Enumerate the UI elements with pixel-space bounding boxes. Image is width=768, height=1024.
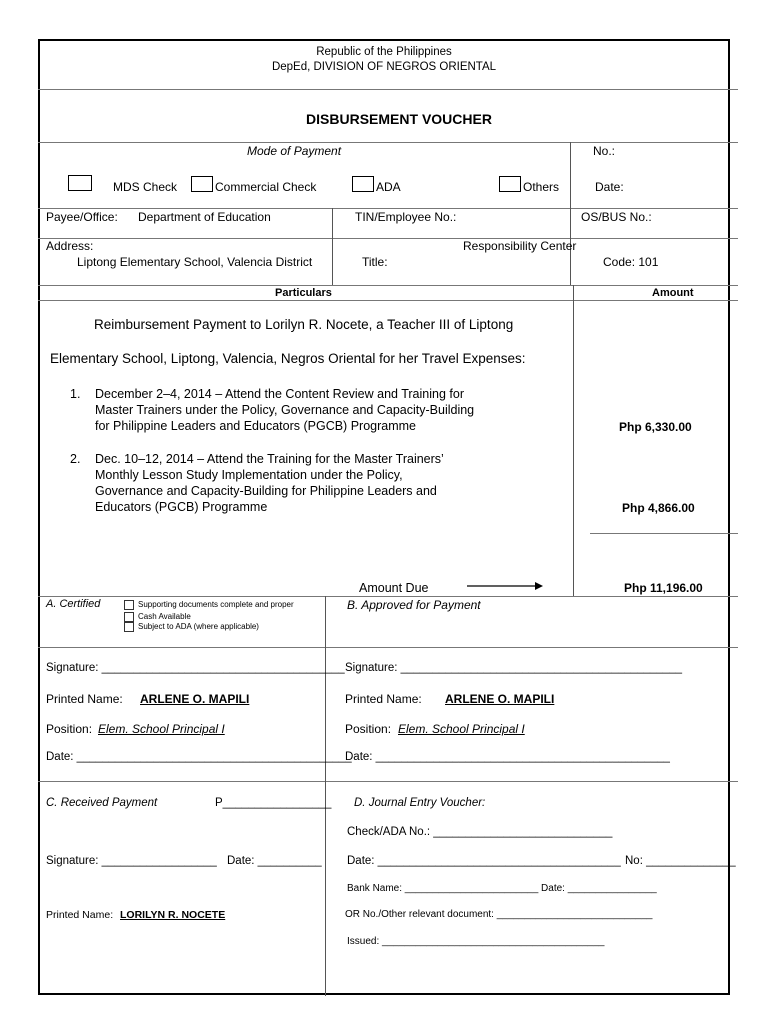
journal-entry-label: D. Journal Entry Voucher: [354, 797, 486, 809]
particulars-intro-line1: Reimbursement Payment to Lorilyn R. Nocete, a Teacher III of Liptong [94, 317, 514, 332]
certified-date-line: Date: ___________________________________________ [46, 751, 352, 763]
amount-due-value: Php 11,196.00 [624, 581, 703, 595]
approved-position-label: Position: [345, 722, 392, 736]
payee-label: Payee/Office: [46, 210, 118, 224]
approved-position: Elem. School Principal I [398, 722, 525, 736]
column-divider [573, 285, 574, 596]
item-amount: Php 6,330.00 [619, 420, 692, 434]
certified-label: A. Certified [46, 598, 101, 610]
supporting-docs-checkbox[interactable] [124, 600, 134, 610]
divider [38, 300, 738, 301]
approved-printed-name: ARLENE O. MAPILI [445, 692, 555, 706]
mode-of-payment-label: Mode of Payment [247, 144, 342, 158]
received-printed-name: LORILYN R. NOCETE [120, 909, 226, 921]
amount-divider [590, 533, 738, 534]
amount-due-label: Amount Due [359, 581, 429, 595]
item-line: December 2–4, 2014 – Attend the Content Review and Training for [95, 387, 464, 401]
item-line: Monthly Lesson Study Implementation under the Policy, [95, 468, 403, 482]
column-divider [325, 596, 326, 996]
amount-header: Amount [652, 287, 694, 299]
others-checkbox[interactable] [499, 176, 521, 192]
check-ada-number-line: Check/ADA No.: ____________________________ [347, 826, 613, 838]
received-printed-name-label: Printed Name: [46, 909, 114, 921]
arrow-right-icon [467, 580, 543, 592]
divider [38, 647, 738, 648]
item-line: Master Trainers under the Policy, Governance and Capacity-Building [95, 403, 475, 417]
column-divider [570, 142, 571, 285]
approved-printed-name-label: Printed Name: [345, 692, 422, 706]
divider [38, 238, 738, 239]
mds-check-checkbox[interactable] [68, 175, 92, 191]
supporting-docs-label: Supporting documents complete and proper [138, 600, 294, 609]
header-line1: Republic of the Philippines [316, 46, 452, 58]
title-label: Title: [362, 255, 388, 269]
cash-available-checkbox[interactable] [124, 612, 134, 622]
certified-position-label: Position: [46, 722, 93, 736]
divider [38, 781, 738, 782]
issued-line: Issued: ________________________________________ [347, 936, 605, 947]
divider [38, 285, 738, 286]
divider [38, 142, 738, 143]
cash-available-label: Cash Available [138, 612, 191, 621]
subject-to-ada-label: Subject to ADA (where applicable) [138, 622, 259, 631]
received-amount-line: P_________________ [215, 797, 332, 809]
certified-signature-line: Signature: ______________________________________ [46, 662, 345, 674]
mds-check-label: MDS Check [113, 180, 178, 194]
item-line: Dec. 10–12, 2014 – Attend the Training for the Master Trainers’ [95, 452, 444, 466]
received-signature-line: Signature: __________________ [46, 855, 217, 867]
item-line: Governance and Capacity-Building for Philippine Leaders and [95, 484, 437, 498]
particulars-intro-line2: Elementary School, Liptong, Valencia, Negros Oriental for her Travel Expenses: [50, 351, 526, 366]
page-title: DISBURSEMENT VOUCHER [306, 111, 492, 127]
certified-position: Elem. School Principal I [98, 722, 225, 736]
responsibility-center-label: Responsibility Center [463, 239, 577, 253]
divider [38, 596, 738, 597]
approved-label: B. Approved for Payment [347, 598, 481, 612]
or-number-line: OR No./Other relevant document: ____________________________ [345, 909, 653, 920]
voucher-number-label: No.: [593, 144, 616, 158]
address-label: Address: [46, 239, 94, 253]
journal-date-line: Date: ______________________________________ [347, 855, 621, 867]
address-value: Liptong Elementary School, Valencia District [77, 255, 313, 269]
item-line: for Philippine Leaders and Educators (PGCB) Programme [95, 419, 416, 433]
bank-name-line: Bank Name: ________________________ Date: ________________ [347, 883, 657, 894]
commercial-check-checkbox[interactable] [191, 176, 213, 192]
divider [38, 89, 738, 90]
approved-date-line: Date: ______________________________________________ [345, 751, 670, 763]
certified-printed-name: ARLENE O. MAPILI [140, 692, 250, 706]
ada-checkbox[interactable] [352, 176, 374, 192]
certified-printed-name-label: Printed Name: [46, 692, 123, 706]
code-label: Code: 101 [603, 255, 659, 269]
divider [38, 208, 738, 209]
osbus-label: OS/BUS No.: [581, 210, 652, 224]
received-date-line: Date: __________ [227, 855, 322, 867]
payee-value: Department of Education [138, 210, 271, 224]
journal-number-line: No: ______________ [625, 855, 736, 867]
column-divider [332, 208, 333, 285]
ada-label: ADA [376, 180, 401, 194]
received-payment-label: C. Received Payment [46, 797, 158, 809]
commercial-check-label: Commercial Check [215, 180, 317, 194]
item-number: 2. [70, 452, 81, 466]
date-label: Date: [595, 180, 624, 194]
item-amount: Php 4,866.00 [622, 501, 695, 515]
subject-to-ada-checkbox[interactable] [124, 622, 134, 632]
approved-signature-line: Signature: ____________________________________________ [345, 662, 683, 674]
particulars-header: Particulars [275, 287, 332, 299]
header-line2: DepEd, DIVISION OF NEGROS ORIENTAL [271, 61, 497, 73]
tin-label: TIN/Employee No.: [355, 210, 457, 224]
item-number: 1. [70, 387, 81, 401]
others-label: Others [523, 180, 560, 194]
item-line: Educators (PGCB) Programme [95, 500, 268, 514]
